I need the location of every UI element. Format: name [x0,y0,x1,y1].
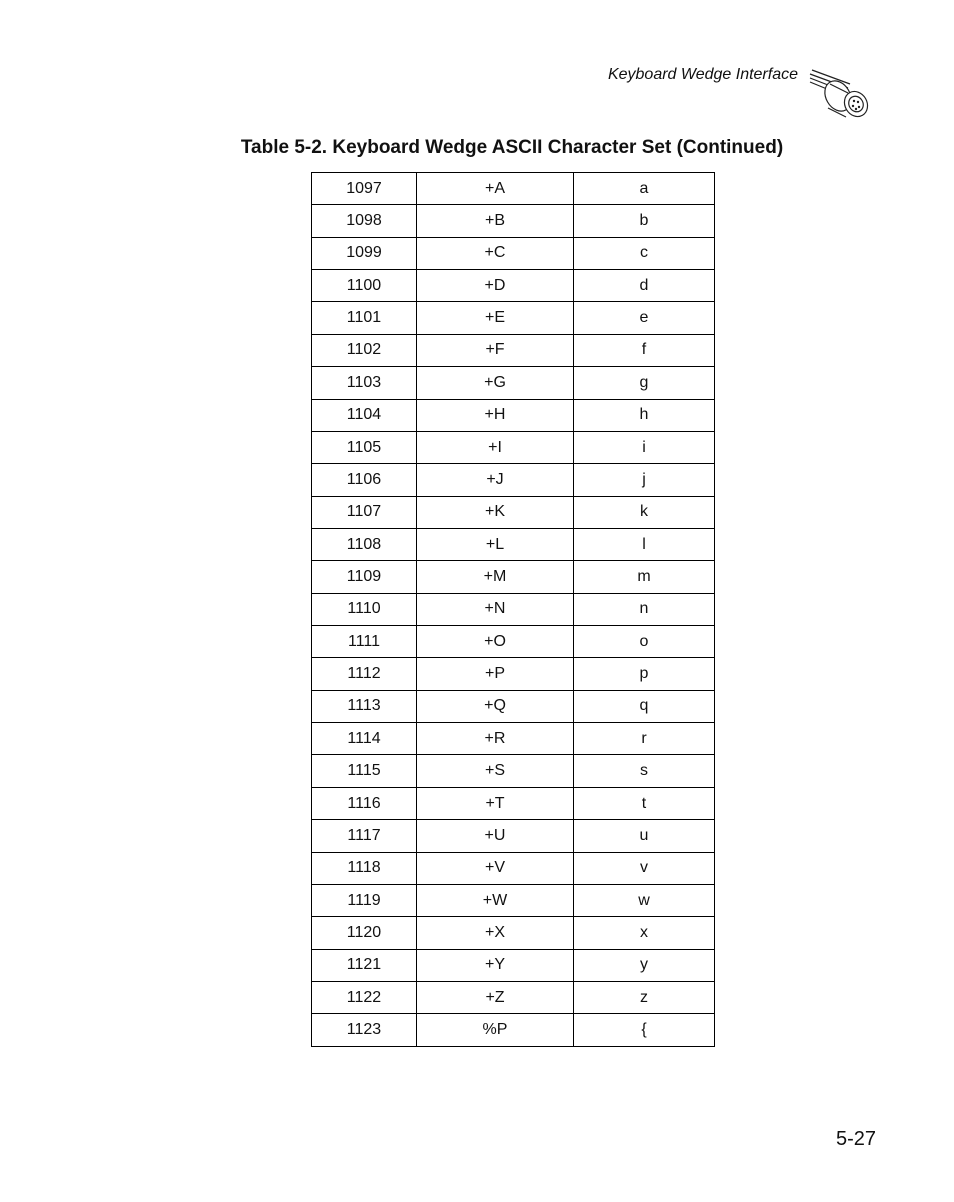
keystroke-cell: +T [417,787,574,819]
table-row [312,367,715,399]
scan-code-cell: 1102 [312,334,417,366]
scan-code-cell: 1104 [312,399,417,431]
table-row [312,399,715,431]
keyboard-connector-icon [808,66,872,126]
scan-code-cell: 1112 [312,658,417,690]
character-cell: u [574,820,715,852]
character-cell: { [574,1014,715,1046]
scan-code-cell: 1103 [312,367,417,399]
table-row [312,302,715,334]
keystroke-cell: +F [417,334,574,366]
keystroke-cell: +O [417,626,574,658]
keystroke-cell: +L [417,528,574,560]
keystroke-cell: +I [417,431,574,463]
table-row [312,658,715,690]
table-row [312,626,715,658]
table-row [312,852,715,884]
keystroke-cell: +A [417,173,574,205]
keystroke-cell: +Y [417,949,574,981]
scan-code-cell: 1118 [312,852,417,884]
character-cell: g [574,367,715,399]
scan-code-cell: 1115 [312,755,417,787]
table-row [312,173,715,205]
character-cell: e [574,302,715,334]
scan-code-cell: 1099 [312,237,417,269]
keystroke-cell: +K [417,496,574,528]
character-cell: k [574,496,715,528]
table-row [312,431,715,463]
keystroke-cell: +J [417,464,574,496]
character-cell: d [574,270,715,302]
character-cell: o [574,626,715,658]
scan-code-cell: 1116 [312,787,417,819]
scan-code-cell: 1105 [312,431,417,463]
scan-code-cell: 1109 [312,561,417,593]
scan-code-cell: 1106 [312,464,417,496]
character-cell: h [574,399,715,431]
table-row [312,917,715,949]
character-cell: z [574,981,715,1013]
character-cell: x [574,917,715,949]
character-cell: v [574,852,715,884]
table-row [312,884,715,916]
character-cell: y [574,949,715,981]
table-row [312,690,715,722]
ascii-character-table [311,172,715,1047]
keystroke-cell: +D [417,270,574,302]
character-cell: q [574,690,715,722]
table-row [312,334,715,366]
character-cell: l [574,528,715,560]
scan-code-cell: 1120 [312,917,417,949]
scan-code-cell: 1101 [312,302,417,334]
scan-code-cell: 1110 [312,593,417,625]
table-row [312,561,715,593]
keystroke-cell: +C [417,237,574,269]
keystroke-cell: +S [417,755,574,787]
table-row [312,205,715,237]
scan-code-cell: 1113 [312,690,417,722]
keystroke-cell: +V [417,852,574,884]
keystroke-cell: +W [417,884,574,916]
table-row [312,949,715,981]
table-row [312,723,715,755]
scan-code-cell: 1121 [312,949,417,981]
keystroke-cell: +M [417,561,574,593]
keystroke-cell: +P [417,658,574,690]
scan-code-cell: 1100 [312,270,417,302]
scan-code-cell: 1114 [312,723,417,755]
scan-code-cell: 1123 [312,1014,417,1046]
table-row [312,464,715,496]
table-row [312,237,715,269]
keystroke-cell: +E [417,302,574,334]
character-cell: f [574,334,715,366]
character-cell: m [574,561,715,593]
keystroke-cell: +U [417,820,574,852]
keystroke-cell: %P [417,1014,574,1046]
table-row [312,270,715,302]
keystroke-cell: +H [417,399,574,431]
running-header-title: Keyboard Wedge Interface [607,66,798,83]
table-row [312,755,715,787]
scan-code-cell: 1097 [312,173,417,205]
character-cell: s [574,755,715,787]
character-cell: a [574,173,715,205]
scan-code-cell: 1108 [312,528,417,560]
character-cell: w [574,884,715,916]
keystroke-cell: +Q [417,690,574,722]
keystroke-cell: +N [417,593,574,625]
table-row [312,593,715,625]
table-row [312,981,715,1013]
table-row [312,787,715,819]
table-body [312,173,715,1047]
character-cell: t [574,787,715,819]
scan-code-cell: 1117 [312,820,417,852]
scan-code-cell: 1122 [312,981,417,1013]
table-row [312,820,715,852]
table-row [312,528,715,560]
character-cell: n [574,593,715,625]
character-cell: i [574,431,715,463]
keystroke-cell: +Z [417,981,574,1013]
character-cell: r [574,723,715,755]
keystroke-cell: +G [417,367,574,399]
scan-code-cell: 1111 [312,626,417,658]
character-cell: j [574,464,715,496]
character-cell: p [574,658,715,690]
page-number: 5-27 [835,1128,876,1150]
keystroke-cell: +B [417,205,574,237]
character-cell: b [574,205,715,237]
table-title: Table 5-2. Keyboard Wedge ASCII Character Set (Continued) [240,137,784,158]
keystroke-cell: +R [417,723,574,755]
character-cell: c [574,237,715,269]
table-row [312,1014,715,1046]
table-row [312,496,715,528]
scan-code-cell: 1098 [312,205,417,237]
scan-code-cell: 1119 [312,884,417,916]
keystroke-cell: +X [417,917,574,949]
scan-code-cell: 1107 [312,496,417,528]
